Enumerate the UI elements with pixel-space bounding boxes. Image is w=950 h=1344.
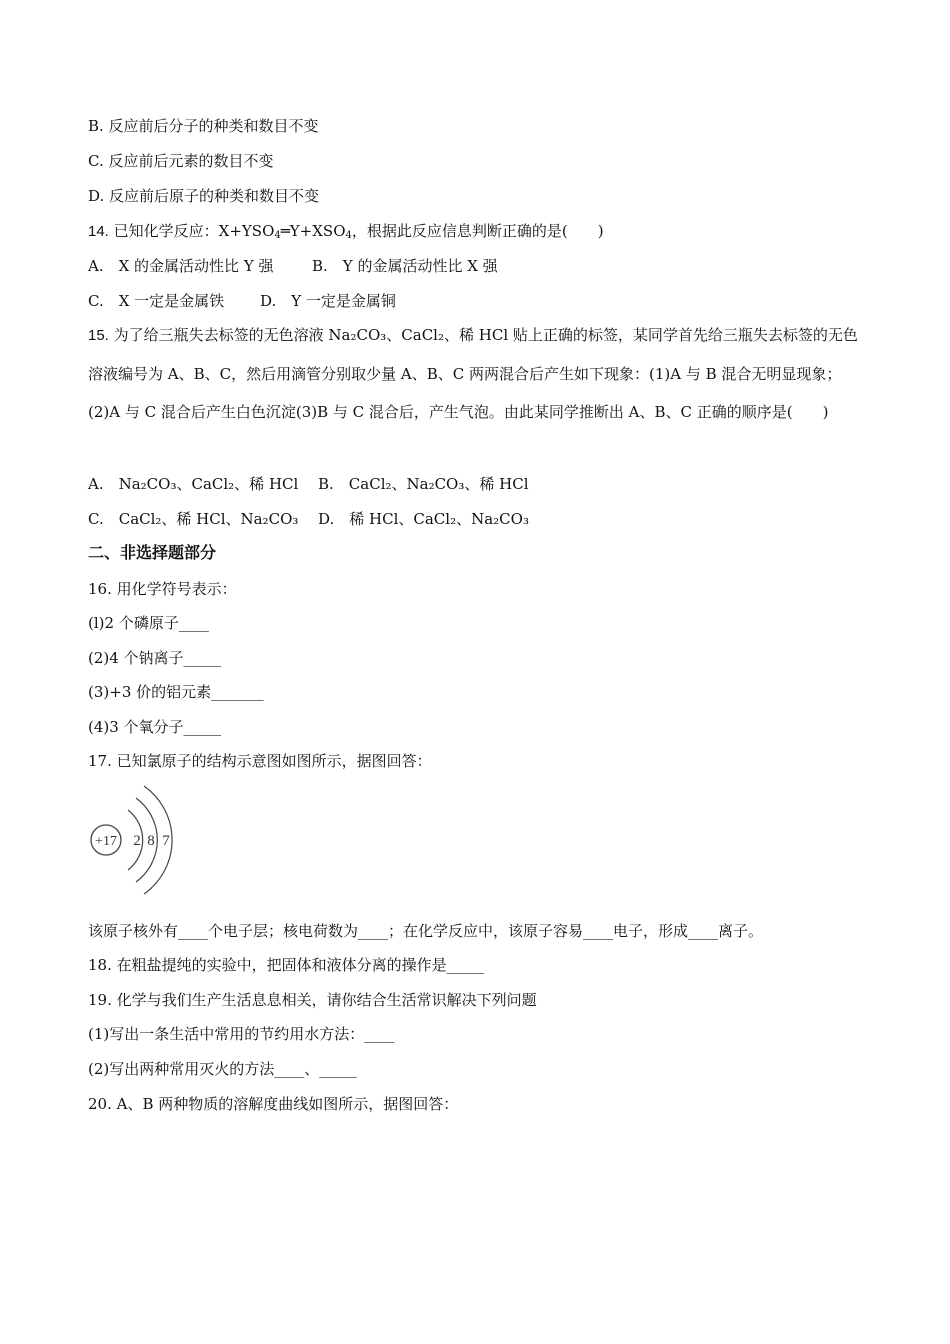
q14-options-row1: [88, 256, 498, 276]
q14-option-d: D. Y 一定是金属铜: [260, 292, 396, 310]
q14-option-b: B. Y 的金属活动性比 X 强: [312, 257, 498, 275]
q14-options-row2: [88, 291, 396, 311]
q14-option-a: A. X 的金属活动性比 Y 强: [88, 257, 274, 275]
q16-item-2: (2)4 个钠离子_____: [88, 649, 222, 667]
q16-stem: 16. 用化学符号表示：: [88, 580, 237, 598]
q19-stem: 19. 化学与我们生产生活息息相关，请你结合生活常识解决下列问题: [88, 991, 537, 1009]
shell-2-electrons: 8: [147, 833, 155, 849]
q18-stem: 18. 在粗盐提纯的实验中，把固体和液体分离的操作是_____: [88, 956, 485, 974]
shell-3-electrons: 7: [162, 833, 170, 849]
q13-option-d: D. 反应前后原子的种类和数目不变: [88, 187, 320, 205]
q16-item-4: (4)3 个氧分子_____: [88, 718, 222, 736]
chlorine-atom-diagram: [86, 780, 186, 900]
q15-options-row1: [88, 474, 529, 494]
section-title: 二、非选择题部分: [88, 543, 217, 562]
nucleus-charge: +17: [95, 834, 117, 849]
q15-option-d: D. 稀 HCl、CaCl₂、Na₂CO₃: [318, 510, 529, 528]
q16-item-3: (3)+3 价的铝元素_______: [88, 683, 264, 701]
shell-1-electrons: 2: [133, 833, 141, 849]
q17-stem: 17. 已知氯原子的结构示意图如图所示，据图回答：: [88, 752, 432, 770]
q15-option-c: C. CaCl₂、稀 HCl、Na₂CO₃: [88, 510, 299, 528]
q14-stem: 14. 已知化学反应：$X+YSO_4═Y+XSO_4$，根据此反应信息判断正确的是( ): [88, 222, 604, 241]
q17-answer-line: 该原子核外有____个电子层；核电荷数为____；在化学反应中，该原子容易____电子，形成____离子。: [88, 922, 764, 940]
question-number: 15.: [88, 327, 109, 344]
q19-item-1: (1)写出一条生活中常用的节约用水方法：____: [88, 1025, 395, 1043]
q13-option-b: B. 反应前后分子的种类和数目不变: [88, 117, 319, 135]
q15-option-a: A. Na₂CO₃、CaCl₂、稀 HCl: [88, 475, 299, 493]
q15-stem: 15. 为了给三瓶失去标签的无色溶液 Na₂CO₃、CaCl₂、稀 HCl 贴上正确的标签，某同学首先给三瓶失去标签的无色溶液编号为 A、B、C，然后用滴管分别取少量 A、B、C 两两混合后产生如下现象：(1)A 与 B 混合无明显现象；(2)A 与 C 混合后产生白色沉淀(3)B 与 C 混合后，产生气泡。由此某同学推断出 A、B、C 正确的顺序是( ): [88, 326, 858, 421]
q20-stem: 20. A、B 两种物质的溶解度曲线如图所示，据图回答：: [88, 1095, 459, 1113]
q16-item-1: (l)2 个磷原子____: [88, 614, 209, 632]
q14-option-c: C. X 一定是金属铁: [88, 292, 225, 310]
q15-options-row2: [88, 509, 529, 529]
question-number: 14.: [88, 223, 109, 240]
q19-item-2: (2)写出两种常用灭火的方法____、_____: [88, 1060, 357, 1078]
q15-option-b: B. CaCl₂、Na₂CO₃、稀 HCl: [318, 475, 529, 493]
q13-option-c: C. 反应前后元素的数目不变: [88, 152, 274, 170]
